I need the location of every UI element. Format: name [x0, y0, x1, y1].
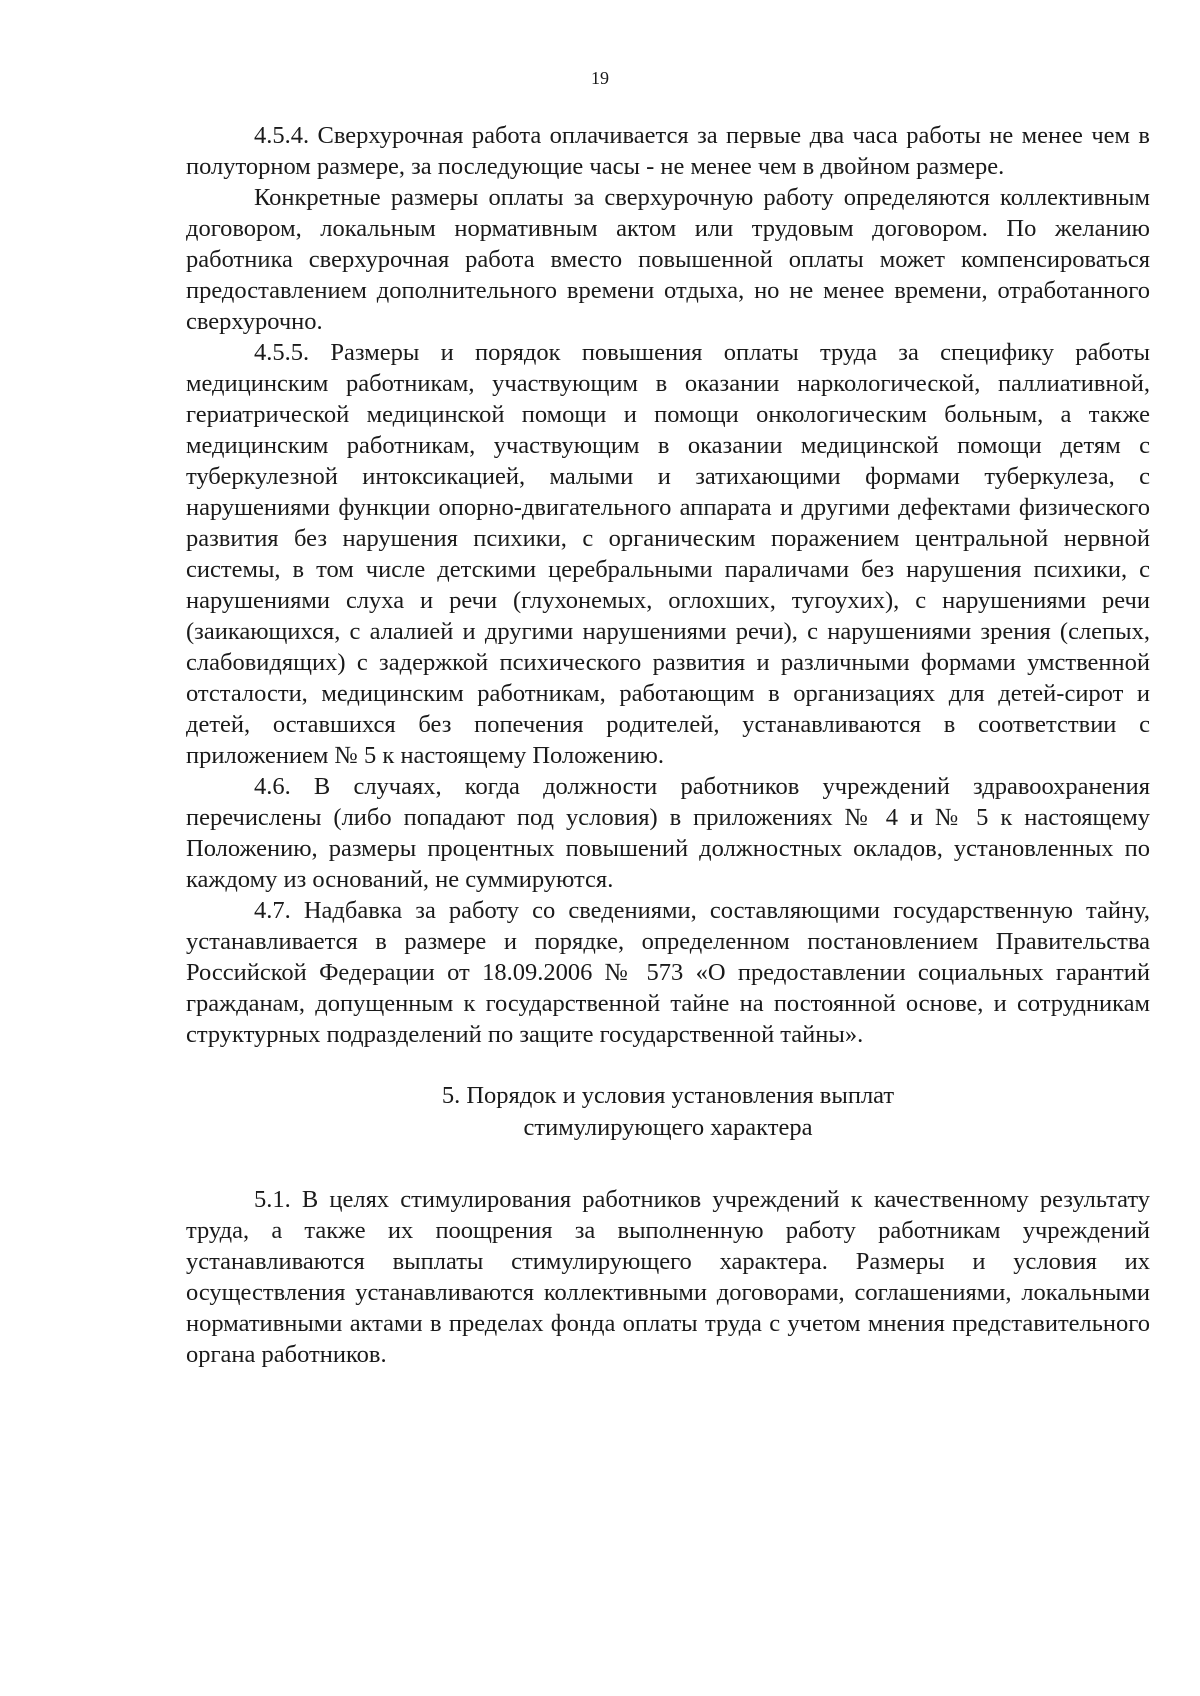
paragraph-4-6: 4.6. В случаях, когда должности работников учреждений здравоохранения перечислены (либо попадают под условия) в приложениях № 4 и № 5 к настоящему Положению, размеры процентных повышений должностных окладов, установленных по каждому из оснований, не суммируются. — [186, 773, 1150, 893]
paragraph-4-7: 4.7. Надбавка за работу со сведениями, составляющими государственную тайну, устанавливается в размере и порядке, определенном постановлением Правительства Российской Федерации от 18.09.2006 № 573 «О предоставлении социальных гарантий гражданам, допущенным к государственной тайне на постоянной основе, и сотрудникам структурных подразделений по защите государственной тайны». — [186, 897, 1150, 1048]
section-title-line-1: 5. Порядок и условия установления выплат — [441, 1082, 895, 1109]
page-number: 19 — [591, 68, 609, 88]
paragraph-5-1: 5.1. В целях стимулирования работников учреждений к качественному результату труда, а также их поощрения за выполненную работу работникам учреждений устанавливаются выплаты стимулирующего характера. Размеры и условия их осуществления устанавливаются коллективными договорами, соглашениями, локальными нормативными актами в пределах фонда оплаты труда с учетом мнения представительного органа работников. — [186, 1186, 1150, 1368]
section-title-line-2: стимулирующего характера — [523, 1114, 813, 1141]
document-body — [186, 120, 1150, 1370]
paragraph-4-5-5: 4.5.5. Размеры и порядок повышения оплаты труда за специфику работы медицинским работникам, участвующим в оказании наркологической, паллиативной, гериатрической медицинской помощи и помощи онкологическим больным, а также медицинским работникам, участвующим в оказании медицинской помощи детям с туберкулезной интоксикацией, малыми и затихающими формами туберкулеза, с нарушениями функции опорно-двигательного аппарата и другими дефектами физического развития без нарушения психики, с органическим поражением центральной нервной системы, в том числе детскими церебральными параличами без нарушения психики, с нарушениями слуха и речи (глухонемых, оглохших, тугоухих), с нарушениями речи (заикающихся, с алалией и другими нарушениями речи), с нарушениями зрения (слепых, слабовидящих) с задержкой психического развития и различными формами умственной отсталости, медицинским работникам, работающим в организациях для детей-сирот и детей, оставшихся без попечения родителей, устанавливаются в соответствии с приложением № 5 к настоящему Положению. — [186, 339, 1150, 769]
paragraph-overtime-pay: Конкретные размеры оплаты за сверхурочную работу определяются коллективным договором, локальным нормативным актом или трудовым договором. По желанию работника сверхурочная работа вместо повышенной оплаты может компенсироваться предоставлением дополнительного времени отдыха, но не менее времени, отработанного сверхурочно. — [186, 184, 1150, 335]
section-heading — [186, 1080, 1150, 1144]
paragraph-4-5-4: 4.5.4. Сверхурочная работа оплачивается за первые два часа работы не менее чем в полуторном размере, за последующие часы - не менее чем в двойном размере. — [186, 122, 1150, 180]
